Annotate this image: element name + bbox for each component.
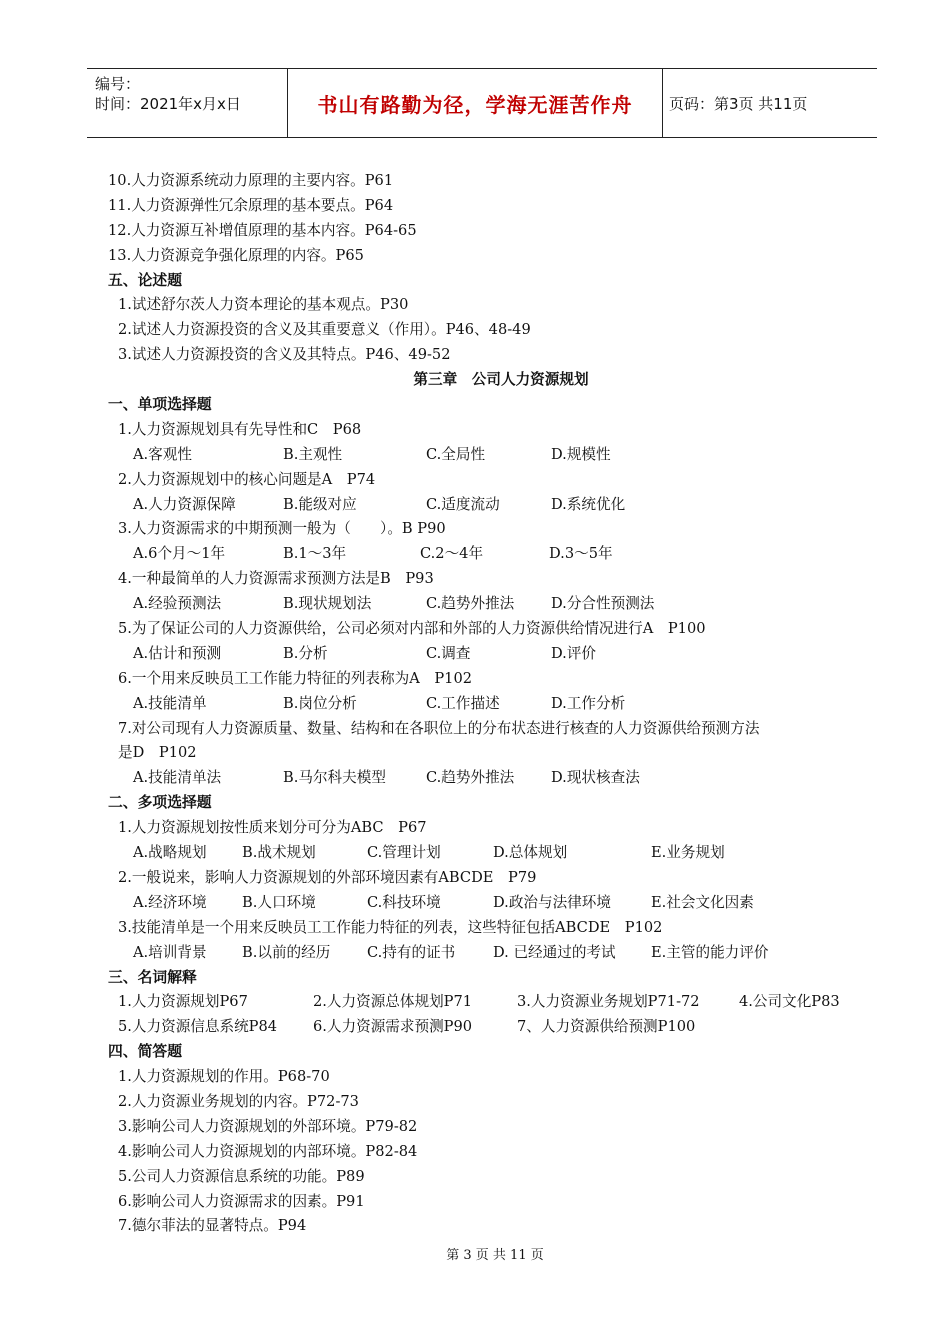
time-label: 时间：2021年x月x日 xyxy=(95,95,241,113)
option: B.以前的经历 xyxy=(242,943,331,961)
option: D.政治与法律环境 xyxy=(493,893,611,911)
question: 3.人力资源需求的中期预测一般为（ ）。B P90 xyxy=(118,520,446,538)
number-label: 编号： xyxy=(95,75,141,93)
option: B.战术规划 xyxy=(242,844,316,862)
option: D. 已经通过的考试 xyxy=(493,943,616,961)
option: B.马尔科夫模型 xyxy=(283,769,386,787)
list-item: 12.人力资源互补增值原理的基本内容。P64-65 xyxy=(108,221,417,239)
option: B.能级对应 xyxy=(283,495,357,513)
option: D.评价 xyxy=(551,644,597,662)
option: A.培训背景 xyxy=(133,943,207,961)
header-motto-cell xyxy=(287,69,663,137)
options-row xyxy=(108,542,868,567)
option: A.技能清单 xyxy=(133,694,207,712)
option: D.分合性预测法 xyxy=(551,595,655,613)
option: B.岗位分析 xyxy=(283,694,357,712)
question-continued: 是D P102 xyxy=(118,744,197,762)
list-item: 3.试述人力资源投资的含义及其特点。P46、49-52 xyxy=(118,346,451,364)
option: E.主管的能力评价 xyxy=(651,943,769,961)
term: 4.公司文化P83 xyxy=(739,993,840,1011)
question: 6.一个用来反映员工工作能力特征的列表称为A P102 xyxy=(118,669,473,687)
question: 3.技能清单是一个用来反映员工工作能力特征的列表，这些特征包括ABCDE P102 xyxy=(118,918,663,936)
option: C.科技环境 xyxy=(367,893,441,911)
option: D.规模性 xyxy=(551,445,611,463)
option: B.1～3年 xyxy=(283,545,347,563)
option: D.工作分析 xyxy=(551,694,626,712)
option: D.现状核查法 xyxy=(551,769,640,787)
page-header xyxy=(87,68,877,138)
chapter-title: 第三章 公司人力资源规划 xyxy=(413,371,589,389)
question: 7.对公司现有人力资源质量、数量、结构和在各职位上的分布状态进行核查的人力资源供给预测方法 xyxy=(118,719,760,737)
list-item: 7.德尔菲法的显著特点。P94 xyxy=(118,1217,307,1235)
option: B.人口环境 xyxy=(242,893,316,911)
header-meta xyxy=(87,69,287,137)
header-page-info: 页码：第3页 共11页 xyxy=(669,94,808,113)
options-row xyxy=(108,891,868,916)
list-item: 13.人力资源竞争强化原理的内容。P65 xyxy=(108,246,364,264)
list-item: 10.人力资源系统动力原理的主要内容。P61 xyxy=(108,172,394,189)
options-row xyxy=(108,443,868,468)
options-row xyxy=(108,493,868,518)
options-row xyxy=(108,642,868,667)
option: A.经验预测法 xyxy=(133,595,222,613)
options-row xyxy=(108,766,868,791)
question: 5.为了保证公司的人力资源供给，公司必须对内部和外部的人力资源供给情况进行A P100 xyxy=(118,620,706,638)
section-heading-short-answer: 四、简答题 xyxy=(108,1043,182,1061)
option: C.工作描述 xyxy=(426,694,500,712)
section-heading-single-choice: 一、单项选择题 xyxy=(108,396,212,414)
list-item: 6.影响公司人力资源需求的因素。P91 xyxy=(118,1192,365,1210)
option: A.估计和预测 xyxy=(133,644,222,662)
option: D.系统优化 xyxy=(551,495,626,513)
section-heading-essay: 五、论述题 xyxy=(108,271,182,289)
term: 2.人力资源总体规划P71 xyxy=(313,993,473,1011)
question: 2.一般说来，影响人力资源规划的外部环境因素有ABCDE P79 xyxy=(118,868,537,886)
option: A.6个月～1年 xyxy=(133,545,226,563)
page-footer: 第 3 页 共 11 页 xyxy=(446,1248,544,1263)
option: A.经济环境 xyxy=(133,893,207,911)
options-row xyxy=(108,692,868,717)
option: C.调查 xyxy=(426,644,471,662)
list-item: 4.影响公司人力资源规划的内部环境。P82-84 xyxy=(118,1142,418,1160)
option: A.人力资源保障 xyxy=(133,495,236,513)
options-row xyxy=(108,592,868,617)
option: D.3～5年 xyxy=(549,545,613,563)
list-item: 1.人力资源规划的作用。P68-70 xyxy=(118,1068,330,1086)
option: B.主观性 xyxy=(283,445,343,463)
question: 1.人力资源规划按性质来划分可分为ABC P67 xyxy=(118,819,427,837)
question: 4.一种最简单的人力资源需求预测方法是B P93 xyxy=(118,570,434,588)
option: A.客观性 xyxy=(133,445,192,463)
option: E.业务规划 xyxy=(651,844,725,862)
list-item: 2.试述人力资源投资的含义及其重要意义（作用）。P46、48-49 xyxy=(118,321,531,339)
list-item: 3.影响公司人力资源规划的外部环境。P79-82 xyxy=(118,1117,418,1135)
option: A.战略规划 xyxy=(133,844,207,862)
options-row xyxy=(108,941,868,966)
option: A.技能清单法 xyxy=(133,769,222,787)
question: 2.人力资源规划中的核心问题是A P74 xyxy=(118,470,376,488)
option: C.全局性 xyxy=(426,445,486,463)
options-row xyxy=(108,841,868,866)
option: C.趋势外推法 xyxy=(426,595,515,613)
term: 6.人力资源需求预测P90 xyxy=(313,1018,473,1036)
list-item: 2.人力资源业务规划的内容。P72-73 xyxy=(118,1092,359,1110)
terms-row xyxy=(108,1015,868,1040)
list-item: 5.公司人力资源信息系统的功能。P89 xyxy=(118,1167,365,1185)
option: B.现状规划法 xyxy=(283,595,372,613)
list-item: 1.试述舒尔茨人力资本理论的基本观点。P30 xyxy=(118,296,409,314)
option: C.适度流动 xyxy=(426,495,500,513)
list-item: 11.人力资源弹性冗余原理的基本要点。P64 xyxy=(108,196,394,214)
term: 1.人力资源规划P67 xyxy=(118,993,248,1011)
section-heading-multiple-choice: 二、多项选择题 xyxy=(108,794,212,812)
question: 1.人力资源规划具有先导性和C P68 xyxy=(118,420,362,438)
option: C.2～4年 xyxy=(420,545,484,563)
option: C.趋势外推法 xyxy=(426,769,515,787)
document-body xyxy=(108,169,868,1239)
option: B.分析 xyxy=(283,644,328,662)
option: C.持有的证书 xyxy=(367,943,456,961)
term: 5.人力资源信息系统P84 xyxy=(118,1018,278,1036)
term: 7、人力资源供给预测P100 xyxy=(517,1018,696,1036)
header-motto: 书山有路勤为径，学海无涯苦作舟 xyxy=(317,92,633,117)
option: D.总体规划 xyxy=(493,844,568,862)
section-heading-terms: 三、名词解释 xyxy=(108,968,197,986)
option: C.管理计划 xyxy=(367,844,441,862)
term: 3.人力资源业务规划P71-72 xyxy=(517,993,700,1011)
option: E.社会文化因素 xyxy=(651,893,754,911)
terms-row xyxy=(108,990,868,1015)
